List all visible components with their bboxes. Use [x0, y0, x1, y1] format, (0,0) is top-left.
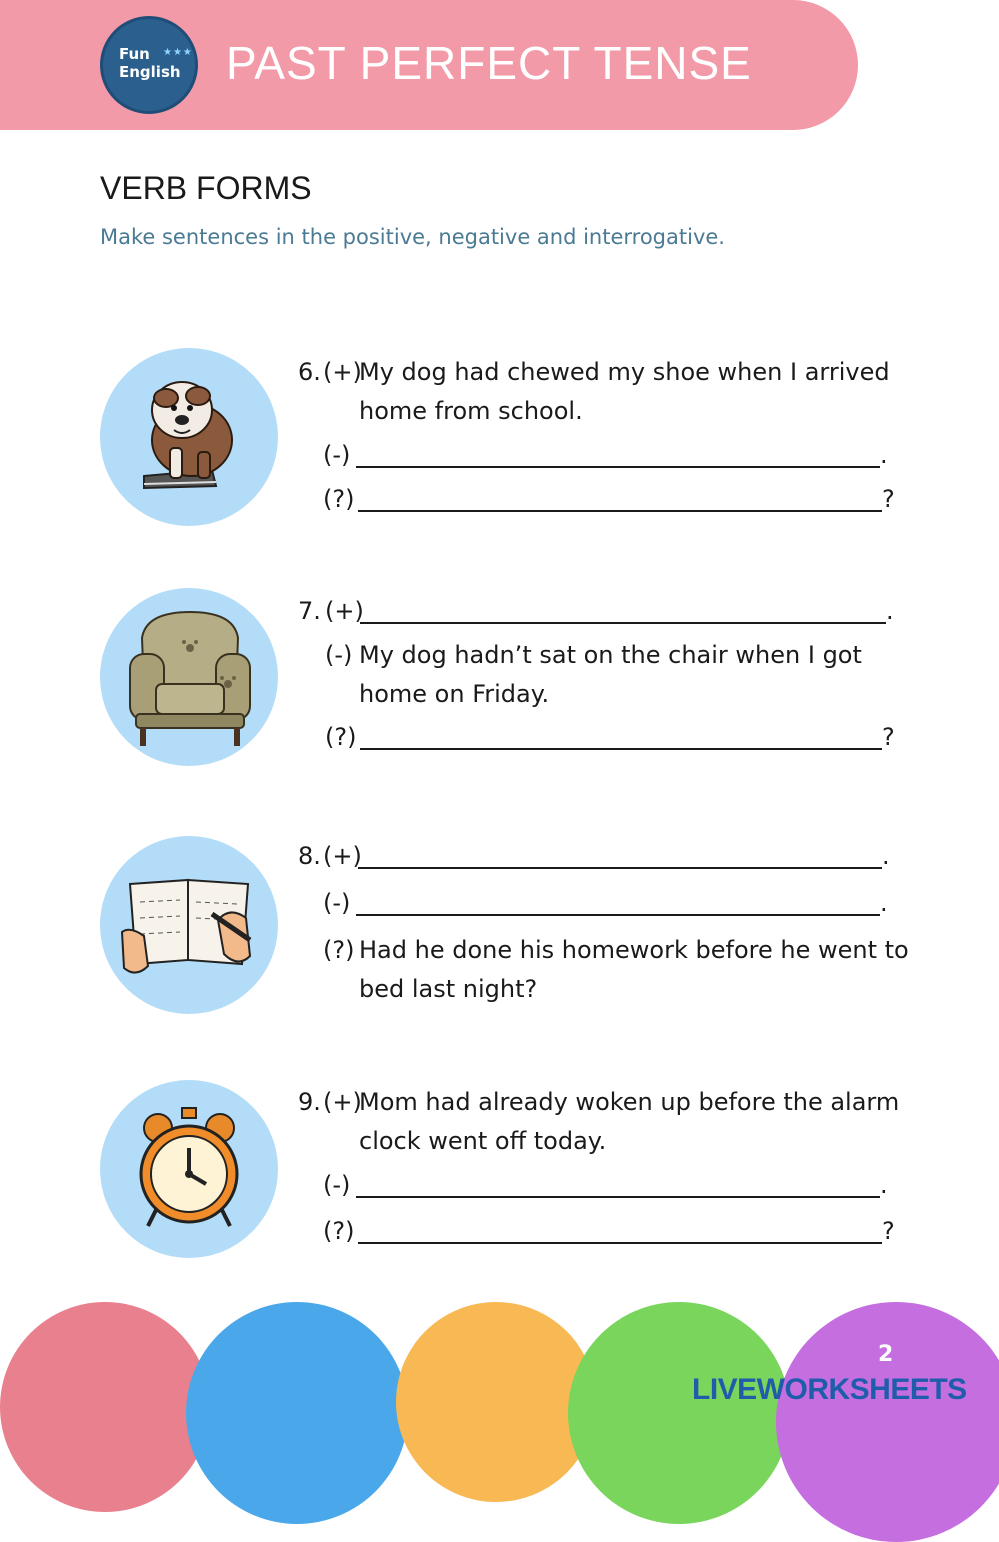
negative-answer-line[interactable] [356, 1196, 880, 1198]
armchair-with-pawprints-icon [100, 588, 278, 766]
footer-bubble-blue [186, 1302, 408, 1524]
question-mark: ? [882, 1217, 895, 1245]
positive-sentence: Mom had already woken up before the alarm clock went off today. [359, 1088, 900, 1155]
question-sign: (?) [325, 723, 357, 751]
footer-bubble-pink [0, 1302, 210, 1512]
question-sign: (?) [323, 1217, 355, 1245]
negative-sentence: My dog hadn’t sat on the chair when I got home on Friday. [359, 641, 862, 708]
negative-answer-line[interactable] [356, 914, 880, 916]
positive-sentence: My dog had chewed my shoe when I arrived home from school. [359, 358, 890, 425]
question-answer-line[interactable] [358, 1242, 882, 1244]
footer-bubble-green [568, 1302, 790, 1524]
period-mark: . [880, 1171, 888, 1199]
exercise-number: 9. [298, 1088, 321, 1116]
positive-sign: (+) [323, 1088, 362, 1116]
negative-sign: (-) [323, 441, 351, 469]
alarm-clock-icon [100, 1080, 278, 1258]
liveworksheets-brand[interactable]: LIVEWORKSHEETS [692, 1373, 967, 1406]
period-mark: . [886, 597, 894, 625]
instructions: Make sentences in the positive, negative and interrogative. [100, 225, 725, 249]
question-sign: (?) [323, 485, 355, 513]
positive-answer-line[interactable] [360, 622, 886, 624]
page-title: PAST PERFECT TENSE [226, 37, 752, 89]
question-answer-line[interactable] [360, 748, 882, 750]
positive-answer-line[interactable] [358, 867, 882, 869]
period-mark: . [880, 441, 888, 469]
logo-stars-icon: ★★★ [163, 47, 193, 58]
exercise-number: 7. [298, 597, 321, 625]
bulldog-on-shoe-icon [100, 348, 278, 526]
footer-bubble-purple [776, 1302, 999, 1542]
question-mark: ? [882, 723, 895, 751]
section-title: VERB FORMS [100, 170, 312, 206]
exercise-number: 6. [298, 358, 321, 386]
writing-in-notebook-icon [100, 836, 278, 1014]
question-mark: ? [882, 485, 895, 513]
negative-sign: (-) [325, 641, 353, 669]
fun-english-logo [100, 16, 198, 114]
negative-sign: (-) [323, 889, 351, 917]
period-mark: . [882, 842, 890, 870]
logo-text: Fun English [119, 45, 181, 81]
question-answer-line[interactable] [358, 510, 882, 512]
question-sentence: Had he done his homework before he went to bed last night? [359, 936, 909, 1003]
positive-sign: (+) [325, 597, 364, 625]
negative-sign: (-) [323, 1171, 351, 1199]
exercise-number: 8. [298, 842, 321, 870]
positive-sign: (+) [323, 842, 362, 870]
page-number: 2 [878, 1342, 894, 1367]
negative-answer-line[interactable] [356, 466, 880, 468]
footer-bubble-orange [396, 1302, 596, 1502]
positive-sign: (+) [323, 358, 362, 386]
question-sign: (?) [323, 936, 355, 964]
period-mark: . [880, 889, 888, 917]
